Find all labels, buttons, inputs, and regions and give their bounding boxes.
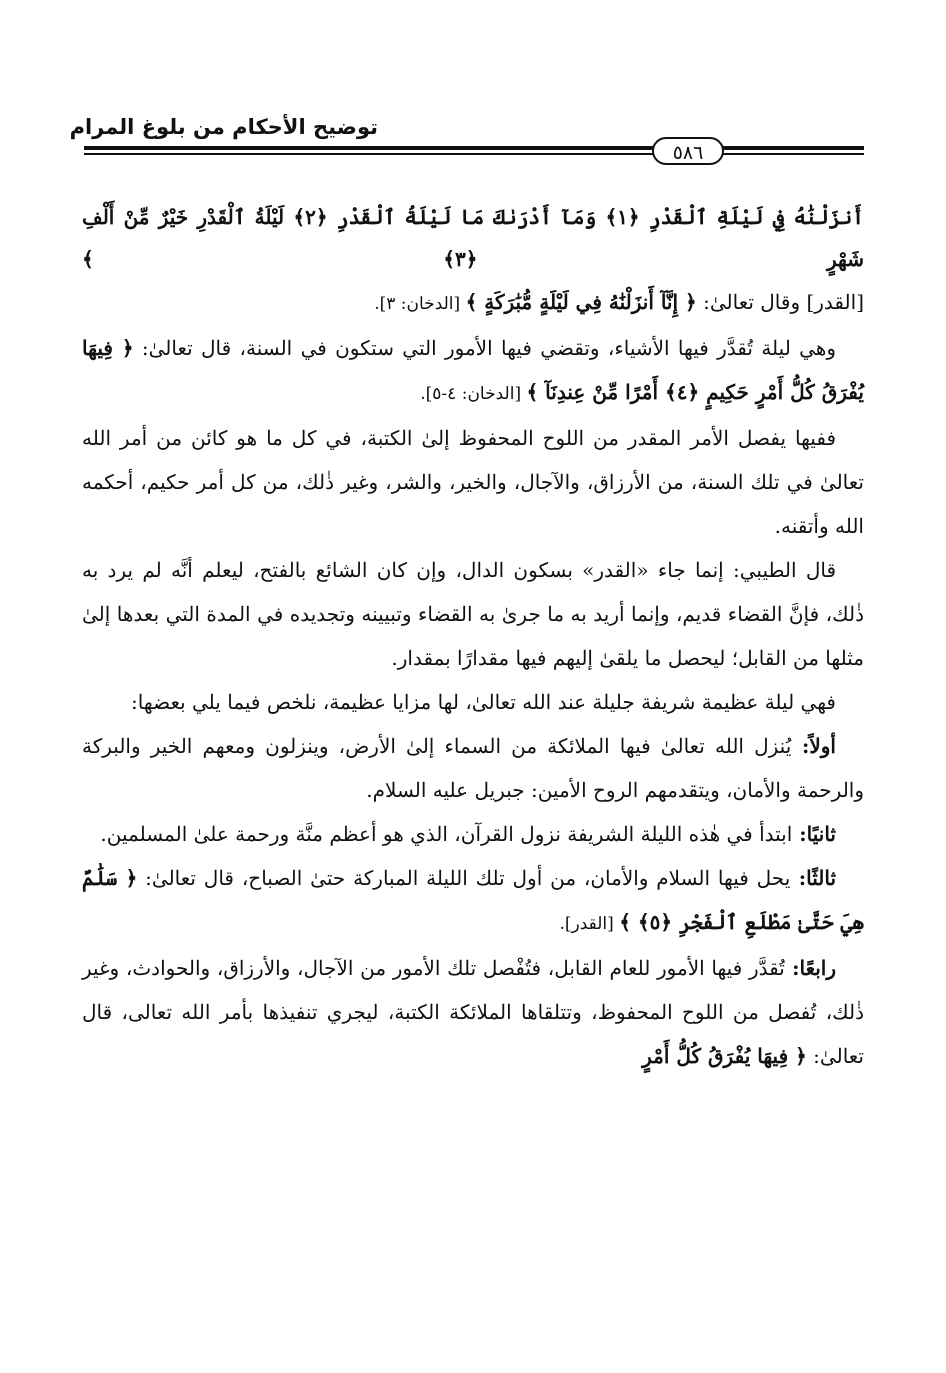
quran-verse: ﴿ سَلَٰمٌ هِيَ حَتَّىٰ مَطْلَعِ ٱلْفَجْرِ ﴿٥﴾ ﴾ [82,866,864,934]
paragraph-text: تُقدَّر فيها الأمور للعام القابل، فتُفْصل تلك الأمور من الآجال، والأرزاق، والحوادث، وغير ذٰلك، تُفصل من اللوح المحفوظ، وتتلقاها الملائكة الكتبة، ليجري تنفيذها بأمر الله تعالى، قال تعالىٰ: [82,956,864,1068]
paragraph-3: ففيها يفصل الأمر المقدر من اللوح المحفوظ إلىٰ الكتبة، في كل ما هو كائن من أمر الله تعالىٰ في تلك السنة، من الأرزاق، والآجال، والخير، والشر، وغير ذٰلك، من كل أمر حكيم، أحكمه الله وأتقنه. [82,426,864,538]
running-title: توضيح الأحكام من بلوغ المرام [69,115,378,139]
list-lead: ثالثًا: [790,866,837,890]
quran-verse-line: أَنزَلْنَٰهُ فِي لَيْلَةِ ٱلْقَدْرِ ﴿١﴾ وَمَآ أَدْرَىٰكَ مَا لَيْلَةُ ٱلْقَدْرِ ﴿٢﴾ لَيْلَةُ ٱلْقَدْرِ خَيْرٌ مِّنْ أَلْفِ شَهْرٍ ﴿٣﴾ ﴾ [82,205,864,271]
paragraph-text: ابتدأ في هٰذه الليلة الشريفة نزول القرآن، الذي هو أعظم منَّة ورحمة علىٰ المسلمين. [100,822,793,846]
surah-reference: [القدر] وقال تعالىٰ: [696,290,864,314]
list-lead: أولاً: [791,734,836,758]
paragraph-8 [82,856,864,946]
quran-verse: ﴿ فِيهَا يُفْرَقُ كُلُّ أَمْرٍ حَكِيمٍ ﴿٤﴾ أَمْرًا مِّنْ عِندِنَآ ﴾ [82,336,864,404]
paragraph-text: وهي ليلة تُقدَّر فيها الأشياء، وتقضي فيها الأمور التي ستكون في السنة، قال تعالىٰ: [133,336,836,360]
paragraph-9 [82,946,864,1078]
verse-reference: [القدر]. [559,914,620,934]
header-rule-thin [84,153,864,155]
paragraph-7 [82,812,864,856]
header-rule-thick [84,146,864,150]
body-text [82,196,864,1078]
quran-verse: ﴿ إِنَّآ أَنزَلْنَٰهُ فِي لَيْلَةٍ مُّبَٰرَكَةٍ ﴾ [465,290,697,314]
paragraph-4: قال الطيبي: إنما جاء «القدر» بسكون الدال، وإن كان الشائع بالفتح، ليعلم أنَّه لم يرد به ذٰلك، فإنَّ القضاء قديم، وإنما أريد به ما جرىٰ به القضاء وتبيينه وتجديده في المدة التي بعدها إلىٰ مثلها من القابل؛ ليحصل ما يلقىٰ إليهم فيها مقدارًا بمقدار. [82,558,864,670]
paragraph-1 [82,280,864,326]
verse-reference: [الدخان: ٣]. [374,294,466,314]
paragraph-6 [82,724,864,812]
page-number: ٥٨٦ [652,137,724,165]
verse-reference: [الدخان: ٤-٥]. [420,384,527,404]
paragraph-text: يحل فيها السلام والأمان، من أول تلك الليلة المباركة حتىٰ الصباح، قال تعالىٰ: [137,866,791,890]
paragraph-2 [82,326,864,416]
list-lead: ثانيًا: [792,822,836,846]
quran-verse: ﴿ فِيهَا يُفْرَقُ كُلُّ أَمْرٍ [642,1044,807,1068]
list-lead: رابعًا: [784,956,837,980]
paragraph-text: يُنزل الله تعالىٰ فيها الملائكة من السماء إلىٰ الأرض، وينزلون ومعهم الخير والبركة والرحمة والأمان، ويتقدمهم الروح الأمين: جبريل عليه السلام. [82,734,864,802]
paragraph-5: فهي ليلة عظيمة شريفة جليلة عند الله تعالىٰ، لها مزايا عظيمة، نلخص فيما يلي بعضها: [131,690,836,714]
